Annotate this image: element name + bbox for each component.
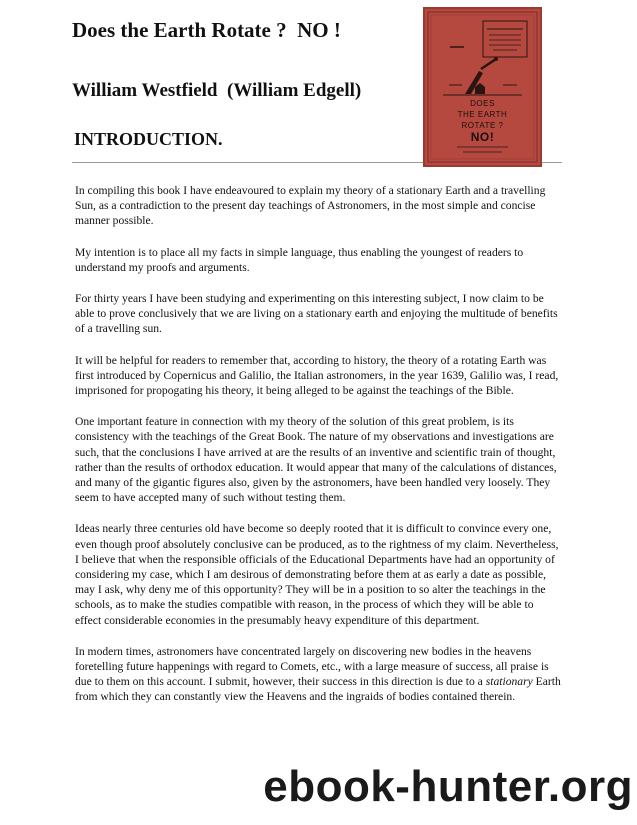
author-line: William Westfield (William Edgell)	[72, 80, 362, 101]
paragraph: My intention is to place all my facts in simple language, thus enabling the youngest of readers to understand my proofs and arguments.	[75, 245, 524, 274]
cover-title-line: ROTATE ?	[461, 121, 504, 130]
paragraph: In compiling this book I have endeavoured to explain my theory of a stationary Earth and a travelling Sun, as a contradiction to the present day teachings of Astronomers, in the most simple and concise manner possible.	[75, 184, 546, 228]
paragraph: For thirty years I have been studying and experimenting on this interesting subject, I now claim to be able to prove conclusively that we are living on a stationary earth and enjoying the multitude of benefits of a travelling sun.	[75, 292, 558, 336]
paragraph: Ideas nearly three centuries old have become so deeply rooted that it is difficult to convince every one, even though proof absolutely conclusive can be produced, as to the rightness of my claim. Nevertheless, I believe that when the responsible officials of the Educational Departments have had an opportunity of considering my case, which I am desirous of demonstrating before them at as early a date as possible, may I ask, why deny me of this opportunity? They will be in a position to so alter the teachings in the schools, as to make the studies compatible with reason, in the process of which they will be able to effect considerable economies in the presumably heavy expenditure of this department.	[75, 522, 559, 627]
paragraph-text: Earth from which they can constantly view the Heavens and the ingraids of bodies contained therein.	[75, 675, 561, 704]
watermark-text: ebook-hunter.org	[263, 762, 633, 811]
paragraph-text: In modern times, astronomers have concentrated largely on discovering new bodies in the heavens foretelling future happenings with regard to Comets, etc., with a large measure of success, all praise is due to them on this account. I submit, however, their success in this direction is due to a	[75, 644, 549, 689]
paragraph	[75, 644, 561, 705]
cover-title-line: THE EARTH	[457, 110, 508, 119]
cover-title-line: NO!	[470, 130, 495, 144]
cover-title-line: DOES	[470, 99, 495, 108]
book-cover-image	[423, 7, 542, 167]
cover-title	[423, 98, 542, 144]
introduction-body	[75, 183, 561, 721]
section-heading: INTRODUCTION.	[74, 129, 223, 149]
paragraph: One important feature in connection with my theory of the solution of this great problem, is its consistency with the teachings of the Great Book. The nature of my observations and investigations are such, that the conclusions I have arrived at are the results of an inventive and scientific train of thought, rather than the results of orthodox education. It would appear that many of the calculations of distances, and many of the gigantic figures also, given by the astronomers, have been handled very loosely. They seem to have accepted many of such without testing them.	[75, 415, 557, 505]
document-title: Does the Earth Rotate ? NO !	[72, 18, 341, 42]
paragraph: It will be helpful for readers to remember that, according to history, the theory of a rotating Earth was first introduced by Copernicus and Galilio, the Italian astronomers, in the year 1639, Galilio was, I read, imprisoned for propogating his theory, it being alleged to be against the teachings of the Bible.	[75, 353, 559, 398]
emphasized-word: stationary	[485, 675, 533, 689]
